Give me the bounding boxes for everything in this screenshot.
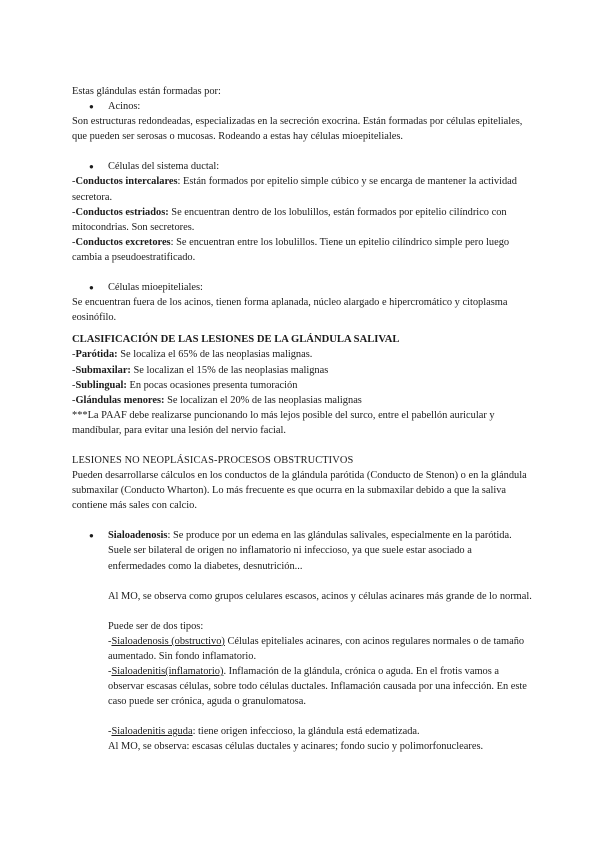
paaf-note: ***La PAAF debe realizarse puncionando lo más lejos posible del surco, entre el pabellón auricular y mandíbular, para evitar una lesión del nervio facial. <box>72 409 495 436</box>
clasificacion-item: -Sublingual: En pocas ocasiones presenta tumoración <box>72 379 298 391</box>
mioepiteliales-text: Se encuentran fuera de los acinos, tienen forma aplanada, núcleo alargado e hipercromático y citoplasma eosinófilo. <box>72 297 508 324</box>
ductal-item: -Conductos intercalares: Están formados por epitelio simple cúbico y se encarga de mantener la actividad secretora. <box>72 176 517 203</box>
clasificacion-item: -Glándulas menores: Se localizan el 20% de las neoplasias malignas <box>72 394 362 406</box>
bullet-dot-icon: ● <box>89 283 94 293</box>
bullet-label: Células del sistema ductal: <box>108 161 220 173</box>
bullet-label: Células mioepiteliales: <box>108 282 203 294</box>
intro-text: Estas glándulas están formadas por: <box>72 86 221 97</box>
bullet-acinos <box>72 99 532 114</box>
acinos-text: Son estructuras redondeadas, especializadas en la secreción exocrina. Están formadas por células epiteliales, que pueden ser serosas o mucosas. Rodeando a estas hay células mioepiteliales. <box>72 116 523 143</box>
clasificacion-heading: CLASIFICACIÓN DE LAS LESIONES DE LA GLÁNDULA SALIVAL <box>72 334 400 346</box>
aguda-item: -Sialoadenitis aguda: tiene origen infeccioso, la glándula está edematizada. <box>108 726 420 738</box>
tipo-item: -Sialoadenitis(inflamatorio). Inflamación de la glándula, crónica o aguda. En el frotis vamos a observar escasas células, sobre todo células ductales. Inflamación causada por una infección. En este caso puede ser crónica, aguda o granulomatosa. <box>108 666 527 708</box>
clasificacion-item: -Submaxilar: Se localizan el 15% de las neoplasias malignas <box>72 364 329 376</box>
bullet-label: Acinos: <box>108 101 141 113</box>
sialo-term: Sialoadenosis <box>108 530 168 542</box>
bullet-dot-icon: ● <box>89 102 94 112</box>
ductal-term: Conductos estriados: <box>75 206 169 218</box>
bullet-dot-icon: ● <box>89 162 94 172</box>
bullet-sialoadenosis: ● Sialoadenosis: Se produce por un edema en las glándulas salivales, especialmente en la parótida. Suele ser bilateral de origen no inflamatorio ni infeccioso, ya que suele estar asociado a enfermedades como la diabetes, desnutrición... Al MO, se observa como grupos celulares escasos, acinos y células acinares más grande de lo normal. Puede ser de dos tipos: -Sialoadenosis (obstructivo) Células epiteliales acinares, con acinos regulares normales o de tamaño aumentado. Sin fondo inflamatorio. -Sialoadenitis(inflamatorio). Inflamación de la glándula, crónica o aguda. En el frotis vamos a observar escasas células, sobre todo células ductales. Inflamación causada por una infección. En este caso puede ser crónica, aguda o granulomatosa. -Sialoadenitis aguda: tiene origen infeccioso, la glándula está edematizada. Al MO, se observa: escasas células ductales y acinares; fondo sucio y polimorfonucleares. <box>72 528 532 754</box>
lesiones-heading: LESIONES NO NEOPLÁSICAS-PROCESOS OBSTRUCTIVOS <box>72 454 354 466</box>
lesiones-text: Pueden desarrollarse cálculos en los conductos de la glándula parótida (Conducto de Stenon) o en la glándula submaxilar (Conducto Wharton). Lo más frecuente es que ocurra en la submaxilar debido a que la saliva contiene más sales con calcio. <box>72 470 527 512</box>
bullet-mioepiteliales <box>72 280 532 295</box>
tipo-item: -Sialoadenosis (obstructivo) Células epiteliales acinares, con acinos regulares normales o de tamaño aumentado. Sin fondo inflamatorio. <box>108 635 525 662</box>
clasificacion-item: -Parótida: Se localiza el 65% de las neoplasias malignas. <box>72 349 313 361</box>
ductal-item: -Conductos estriados: Se encuentran dentro de los lobulillos, están formados por epitelio cilíndrico con mitocondrias. Son secretores. <box>72 206 507 233</box>
ductal-term: Conductos excretores <box>75 236 171 248</box>
ductal-term: Conductos intercalares <box>75 176 178 188</box>
ductal-item: -Conductos excretores: Se encuentran entre los lobulillos. Tiene un epitelio cilíndrico simple pero luego cambia a pseudoestratificado. <box>72 236 510 263</box>
bullet-dot-icon: ● <box>89 531 94 541</box>
document-body <box>72 84 532 754</box>
tipos-intro: Puede ser de dos tipos: <box>108 620 204 632</box>
mo-text: Al MO, se observa como grupos celulares escasos, acinos y células acinares más grande de lo normal. <box>108 590 532 602</box>
bullet-ductal <box>72 159 532 174</box>
aguda-mo: Al MO, se observa: escasas células ductales y acinares; fondo sucio y polimorfonucleares. <box>108 741 484 753</box>
